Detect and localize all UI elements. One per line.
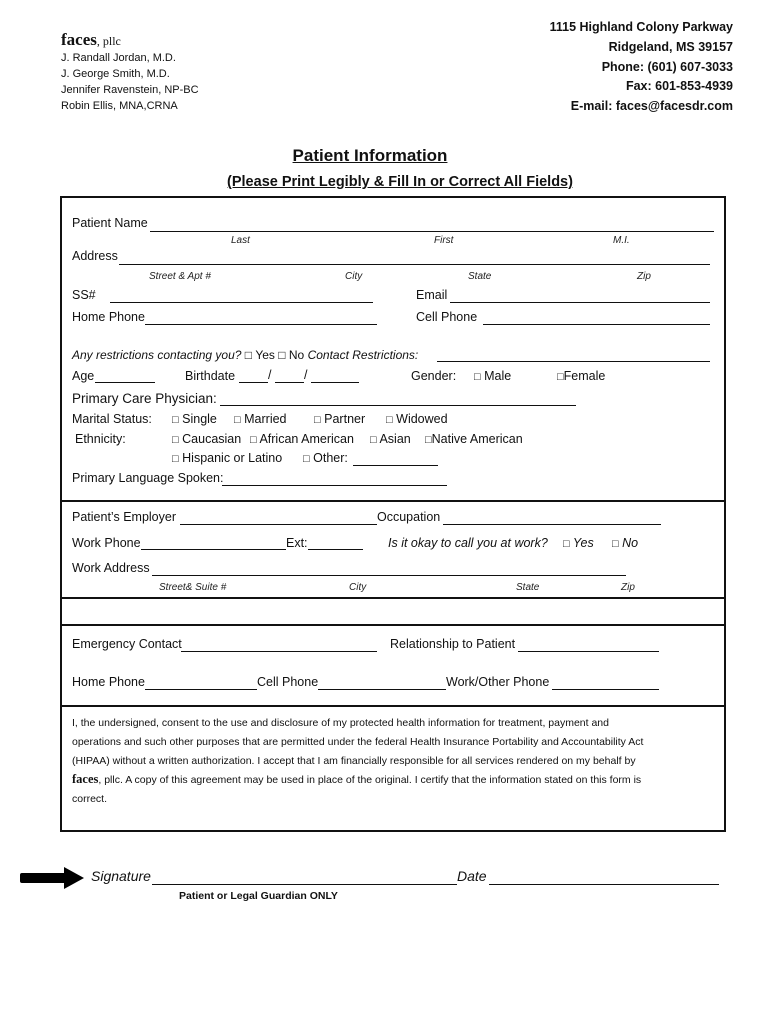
consent-paragraph (72, 714, 643, 809)
birth-year-field[interactable] (311, 382, 359, 383)
checkbox-icon[interactable]: □ (172, 434, 179, 446)
city-caption: City (345, 271, 363, 282)
consent-line: correct. (72, 793, 108, 806)
last-name-caption: Last (231, 235, 250, 246)
zip-caption: Zip (637, 271, 651, 282)
marital-single-option[interactable] (172, 412, 217, 426)
email-line: E-mail: faces@facesdr.com (570, 99, 733, 114)
restrictions-question-text: Any restrictions contacting you? (72, 348, 242, 362)
ethnicity-african-american-option[interactable] (250, 432, 354, 446)
contact-block (550, 18, 733, 117)
ethnicity-hispanic-option[interactable] (172, 451, 282, 465)
ec-home-phone-field[interactable] (145, 689, 257, 690)
arrow-right-icon (20, 867, 84, 889)
ec-work-phone-field[interactable] (552, 689, 659, 690)
occupation-field[interactable] (443, 524, 661, 525)
employer-label: Patient’s Employer (72, 510, 176, 524)
caucasian-label: Caucasian (182, 432, 242, 446)
birthdate-label: Birthdate (185, 369, 236, 383)
middle-initial-caption: M.I. (613, 235, 630, 246)
hispanic-label: Hispanic or Latino (182, 451, 283, 465)
work-city-caption: City (349, 582, 367, 593)
section-divider (60, 500, 726, 502)
language-field[interactable] (222, 485, 447, 486)
age-field[interactable] (95, 382, 155, 383)
ethnicity-native-american-option[interactable] (425, 432, 523, 446)
gender-female-option[interactable] (557, 369, 605, 383)
provider-name: Jennifer Ravenstein, NP-BC (61, 84, 199, 96)
checkbox-icon[interactable]: □ (425, 434, 432, 446)
partner-label: Partner (324, 412, 366, 426)
marital-status-label: Marital Status: (72, 412, 152, 426)
pcp-field[interactable] (220, 405, 576, 406)
checkbox-icon[interactable]: □ (303, 453, 310, 465)
ec-work-phone-label: Work/Other Phone (446, 675, 550, 689)
consent-line (72, 770, 643, 790)
male-label: Male (484, 369, 512, 383)
checkbox-icon[interactable]: □ (370, 434, 377, 446)
marital-married-option[interactable] (234, 412, 287, 426)
checkbox-icon[interactable]: □ (557, 371, 564, 383)
street-suite-caption: Street& Suite # (159, 582, 227, 593)
contact-restrictions-label: Contact Restrictions: (307, 348, 419, 362)
single-label: Single (182, 412, 217, 426)
patient-name-field[interactable] (150, 231, 714, 232)
logo-suffix: , pllc (96, 34, 121, 48)
signature-label: Signature (91, 868, 151, 884)
work-state-caption: State (516, 582, 540, 593)
ethnicity-asian-option[interactable] (370, 432, 411, 446)
ec-cell-phone-label: Cell Phone (257, 675, 319, 689)
cell-phone-label: Cell Phone (416, 310, 478, 324)
street-caption: Street & Apt # (149, 271, 211, 282)
checkbox-icon[interactable]: □ (250, 434, 257, 446)
section-divider (60, 705, 726, 707)
african-american-label: African American (259, 432, 354, 446)
date-slash: / (304, 368, 308, 382)
checkbox-icon[interactable]: □ (314, 414, 321, 426)
other-label: Other: (313, 451, 348, 465)
cell-phone-field[interactable] (483, 324, 710, 325)
emergency-contact-field[interactable] (181, 651, 377, 652)
address-line-1: 1115 Highland Colony Parkway (549, 20, 733, 34)
ss-label: SS# (72, 288, 96, 302)
consent-line: operations and such other purposes that are permitted under the federal Health Insurance Portability and Accountability Act (72, 735, 644, 748)
address-line-2: Ridgeland, MS 39157 (608, 39, 733, 54)
provider-name: Robin Ellis, MNA,CRNA (61, 100, 178, 112)
logo-brand: faces (61, 30, 97, 49)
language-label: Primary Language Spoken: (72, 471, 224, 485)
birth-month-field[interactable] (239, 382, 268, 383)
checkbox-icon[interactable]: □ (244, 348, 253, 362)
asian-label: Asian (379, 432, 411, 446)
section-divider (60, 624, 726, 626)
consent-line-text: , pllc. A copy of this agreement may be used in place of the original. I certify that the information stated on this form is (98, 774, 642, 787)
gender-male-option[interactable] (474, 369, 511, 383)
occupation-label: Occupation (377, 510, 441, 524)
checkbox-icon[interactable]: □ (474, 371, 481, 383)
fax-line: Fax: 601-853-4939 (625, 79, 733, 94)
marital-widowed-option[interactable] (386, 412, 448, 426)
call-yes-label: Yes (572, 536, 594, 550)
date-field[interactable] (489, 884, 719, 885)
call-at-work-question: Is it okay to call you at work? (388, 536, 548, 550)
ext-field[interactable] (308, 549, 363, 550)
phone-line: Phone: (601) 607-3033 (601, 59, 733, 74)
ethnicity-other-option[interactable] (303, 451, 348, 465)
page-subtitle: (Please Print Legibly & Fill In or Correct All Fields) (227, 174, 573, 190)
home-phone-field[interactable] (145, 324, 377, 325)
signature-note: Patient or Legal Guardian ONLY (179, 890, 338, 902)
pcp-label: Primary Care Physician: (72, 391, 217, 406)
home-phone-label: Home Phone (72, 310, 145, 324)
checkbox-icon[interactable]: □ (563, 538, 570, 550)
email-field[interactable] (450, 302, 710, 303)
email-label: Email (416, 288, 448, 302)
provider-name: J. Randall Jordan, M.D. (61, 52, 176, 64)
provider-name: J. George Smith, M.D. (61, 68, 170, 80)
ethnicity-label: Ethnicity: (75, 432, 126, 446)
work-phone-label: Work Phone (72, 536, 141, 550)
birth-day-field[interactable] (275, 382, 304, 383)
section-divider (60, 597, 726, 599)
address-field[interactable] (119, 264, 710, 265)
ss-field[interactable] (110, 302, 373, 303)
female-label: Female (563, 369, 606, 383)
checkbox-icon[interactable]: □ (172, 414, 179, 426)
work-phone-field[interactable] (141, 549, 286, 550)
work-address-field[interactable] (152, 575, 626, 576)
address-label: Address (72, 249, 118, 263)
call-yes-option[interactable] (563, 536, 594, 550)
emergency-contact-label: Emergency Contact (72, 637, 182, 651)
widowed-label: Widowed (396, 412, 448, 426)
patient-name-label: Patient Name (72, 216, 148, 230)
consent-line: (HIPAA) without a written authorization. I accept that I am financially responsible for all services rendered on my behalf by (72, 754, 636, 767)
married-label: Married (244, 412, 287, 426)
date-slash: / (268, 368, 272, 382)
call-no-option[interactable] (612, 536, 638, 550)
employer-field[interactable] (180, 524, 377, 525)
native-american-label: Native American (431, 432, 523, 446)
age-label: Age (72, 369, 95, 383)
first-name-caption: First (434, 235, 454, 246)
date-label: Date (457, 868, 487, 884)
gender-label: Gender: (411, 369, 457, 383)
signature-field[interactable] (152, 884, 457, 885)
relationship-field[interactable] (518, 651, 659, 652)
contact-restrictions-field[interactable] (437, 361, 710, 362)
ec-home-phone-label: Home Phone (72, 675, 145, 689)
provider-list (61, 50, 199, 114)
checkbox-icon[interactable]: □ (234, 414, 241, 426)
restrictions-yes-label: Yes (255, 348, 275, 362)
checkbox-icon[interactable]: □ (386, 414, 393, 426)
marital-partner-option[interactable] (314, 412, 365, 426)
restrictions-question (72, 348, 418, 362)
ec-cell-phone-field[interactable] (318, 689, 446, 690)
relationship-label: Relationship to Patient (390, 637, 516, 651)
ext-label: Ext: (286, 536, 308, 550)
call-no-label: No (622, 536, 639, 550)
checkbox-icon[interactable]: □ (278, 348, 286, 362)
consent-line: I, the undersigned, consent to the use and disclosure of my protected health information for treatment, payment and (72, 717, 609, 729)
work-address-label: Work Address (72, 561, 150, 575)
page-title: Patient Information (292, 146, 448, 165)
restrictions-no-label: No (288, 348, 305, 362)
practice-logo (61, 30, 121, 50)
checkbox-icon[interactable]: □ (172, 453, 179, 465)
ethnicity-other-field[interactable] (353, 465, 438, 466)
consent-brand: faces (72, 772, 99, 787)
state-caption: State (468, 271, 492, 282)
ethnicity-caucasian-option[interactable] (172, 432, 241, 446)
work-zip-caption: Zip (621, 582, 635, 593)
checkbox-icon[interactable]: □ (612, 538, 619, 550)
